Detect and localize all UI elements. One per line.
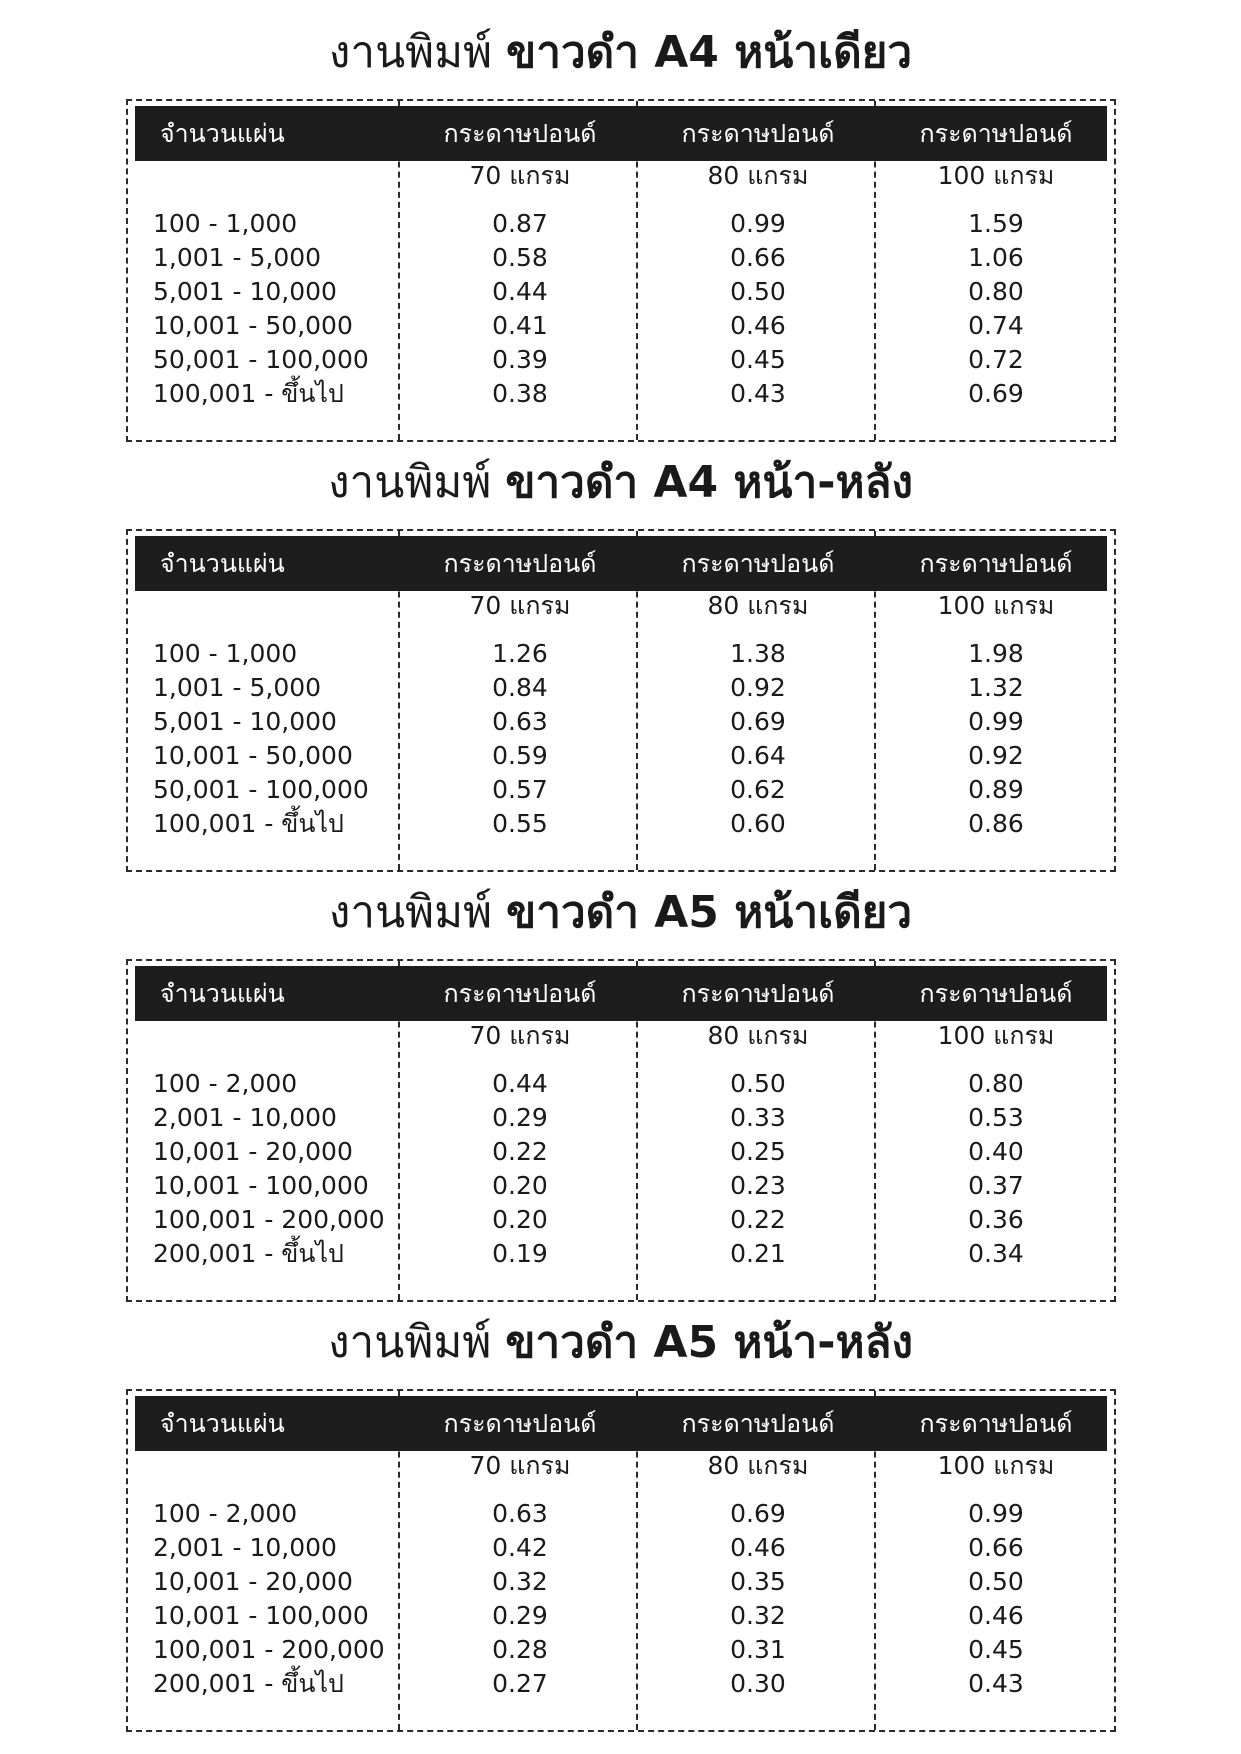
quantity-range: 200,001 - ขึ้นไป bbox=[153, 1669, 344, 1698]
weight-label: 100 แกรม bbox=[937, 1021, 1055, 1050]
price-80gsm: 0.69 bbox=[730, 1499, 786, 1528]
table-row bbox=[128, 705, 1114, 739]
price-table bbox=[126, 1389, 1116, 1732]
quantity-range: 10,001 - 100,000 bbox=[153, 1171, 369, 1200]
price-80gsm: 0.35 bbox=[730, 1567, 786, 1596]
quantity-range: 100 - 1,000 bbox=[153, 639, 298, 668]
price-table bbox=[126, 959, 1116, 1302]
header-paper-label: กระดาษปอนด์ bbox=[443, 1409, 597, 1438]
price-70gsm: 0.27 bbox=[492, 1669, 548, 1698]
quantity-range: 100 - 2,000 bbox=[153, 1499, 298, 1528]
table-row bbox=[128, 773, 1114, 807]
price-80gsm: 0.32 bbox=[730, 1601, 786, 1630]
table-body bbox=[128, 207, 1114, 411]
quantity-range: 10,001 - 20,000 bbox=[153, 1567, 353, 1596]
header-qty-label: จำนวนแผ่น bbox=[160, 1409, 285, 1438]
weight-label: 100 แกรม bbox=[937, 591, 1055, 620]
quantity-range: 100,001 - 200,000 bbox=[153, 1205, 385, 1234]
price-table bbox=[126, 529, 1116, 872]
price-80gsm: 0.62 bbox=[730, 775, 786, 804]
price-70gsm: 0.19 bbox=[492, 1239, 548, 1268]
weight-label: 100 แกรม bbox=[937, 1451, 1055, 1480]
price-80gsm: 0.23 bbox=[730, 1171, 786, 1200]
price-70gsm: 0.44 bbox=[492, 277, 548, 306]
table-header bbox=[135, 536, 1107, 591]
table-body bbox=[128, 1067, 1114, 1271]
quantity-range: 2,001 - 10,000 bbox=[153, 1533, 337, 1562]
header-paper-label: กระดาษปอนด์ bbox=[919, 119, 1073, 148]
price-80gsm: 0.33 bbox=[730, 1103, 786, 1132]
table-row bbox=[128, 1237, 1114, 1271]
title-prefix: งานพิมพ์ bbox=[328, 887, 493, 938]
section-title bbox=[0, 878, 1241, 948]
price-70gsm: 0.32 bbox=[492, 1567, 548, 1596]
price-100gsm: 0.34 bbox=[968, 1239, 1024, 1268]
price-70gsm: 0.55 bbox=[492, 809, 548, 838]
quantity-range: 10,001 - 50,000 bbox=[153, 741, 353, 770]
quantity-range: 50,001 - 100,000 bbox=[153, 345, 369, 374]
quantity-range: 200,001 - ขึ้นไป bbox=[153, 1239, 344, 1268]
table-body bbox=[128, 637, 1114, 841]
weight-label: 80 แกรม bbox=[707, 591, 809, 620]
quantity-range: 100,001 - ขึ้นไป bbox=[153, 809, 344, 838]
table-row bbox=[128, 1599, 1114, 1633]
price-80gsm: 0.25 bbox=[730, 1137, 786, 1166]
price-70gsm: 0.20 bbox=[492, 1205, 548, 1234]
table-row bbox=[128, 1633, 1114, 1667]
price-80gsm: 0.64 bbox=[730, 741, 786, 770]
price-70gsm: 1.26 bbox=[492, 639, 548, 668]
price-70gsm: 0.42 bbox=[492, 1533, 548, 1562]
price-70gsm: 0.84 bbox=[492, 673, 548, 702]
price-100gsm: 1.06 bbox=[968, 243, 1024, 272]
weight-label: 70 แกรม bbox=[469, 1451, 571, 1480]
header-paper-label: กระดาษปอนด์ bbox=[919, 549, 1073, 578]
table-body bbox=[128, 1497, 1114, 1701]
price-70gsm: 0.57 bbox=[492, 775, 548, 804]
price-100gsm: 1.32 bbox=[968, 673, 1024, 702]
table-header bbox=[135, 966, 1107, 1021]
table-row bbox=[128, 275, 1114, 309]
weight-label: 70 แกรม bbox=[469, 161, 571, 190]
price-100gsm: 0.99 bbox=[968, 1499, 1024, 1528]
table-row bbox=[128, 1667, 1114, 1701]
price-100gsm: 1.59 bbox=[968, 209, 1024, 238]
section-title bbox=[0, 1308, 1241, 1378]
table-row bbox=[128, 377, 1114, 411]
price-100gsm: 0.53 bbox=[968, 1103, 1024, 1132]
price-70gsm: 0.28 bbox=[492, 1635, 548, 1664]
price-70gsm: 0.39 bbox=[492, 345, 548, 374]
header-qty-label: จำนวนแผ่น bbox=[160, 549, 285, 578]
title-bold: ขาวดำ A4 หน้า-หลัง bbox=[505, 457, 913, 508]
price-section-a5-single-sided bbox=[0, 878, 1241, 1308]
quantity-range: 50,001 - 100,000 bbox=[153, 775, 369, 804]
price-70gsm: 0.59 bbox=[492, 741, 548, 770]
price-70gsm: 0.22 bbox=[492, 1137, 548, 1166]
price-section-a4-single-sided bbox=[0, 18, 1241, 448]
price-100gsm: 0.66 bbox=[968, 1533, 1024, 1562]
table-header bbox=[135, 106, 1107, 161]
price-80gsm: 0.50 bbox=[730, 277, 786, 306]
header-paper-label: กระดาษปอนด์ bbox=[919, 1409, 1073, 1438]
table-row bbox=[128, 1101, 1114, 1135]
table-row bbox=[128, 1067, 1114, 1101]
quantity-range: 100 - 2,000 bbox=[153, 1069, 298, 1098]
price-100gsm: 0.69 bbox=[968, 379, 1024, 408]
quantity-range: 10,001 - 50,000 bbox=[153, 311, 353, 340]
header-qty-label: จำนวนแผ่น bbox=[160, 119, 285, 148]
header-paper-label: กระดาษปอนด์ bbox=[443, 979, 597, 1008]
header-paper-label: กระดาษปอนด์ bbox=[919, 979, 1073, 1008]
price-100gsm: 0.92 bbox=[968, 741, 1024, 770]
header-paper-label: กระดาษปอนด์ bbox=[681, 1409, 835, 1438]
title-bold: ขาวดำ A5 หน้าเดียว bbox=[506, 887, 913, 938]
price-70gsm: 0.20 bbox=[492, 1171, 548, 1200]
price-100gsm: 0.46 bbox=[968, 1601, 1024, 1630]
table-row bbox=[128, 1531, 1114, 1565]
title-bold: ขาวดำ A4 หน้าเดียว bbox=[506, 27, 913, 78]
table-header bbox=[135, 1396, 1107, 1451]
price-80gsm: 0.21 bbox=[730, 1239, 786, 1268]
price-80gsm: 0.22 bbox=[730, 1205, 786, 1234]
price-70gsm: 0.29 bbox=[492, 1103, 548, 1132]
quantity-range: 100 - 1,000 bbox=[153, 209, 298, 238]
table-row bbox=[128, 207, 1114, 241]
title-bold: ขาวดำ A5 หน้า-หลัง bbox=[505, 1317, 913, 1368]
price-section-a4-double-sided bbox=[0, 448, 1241, 878]
price-100gsm: 0.74 bbox=[968, 311, 1024, 340]
header-paper-label: กระดาษปอนด์ bbox=[443, 549, 597, 578]
price-70gsm: 0.63 bbox=[492, 707, 548, 736]
price-80gsm: 0.43 bbox=[730, 379, 786, 408]
table-row bbox=[128, 1169, 1114, 1203]
table-row bbox=[128, 1497, 1114, 1531]
weight-label: 70 แกรม bbox=[469, 1021, 571, 1050]
price-100gsm: 0.36 bbox=[968, 1205, 1024, 1234]
price-100gsm: 0.40 bbox=[968, 1137, 1024, 1166]
price-section-a5-double-sided bbox=[0, 1308, 1241, 1738]
table-row bbox=[128, 1565, 1114, 1599]
price-80gsm: 0.30 bbox=[730, 1669, 786, 1698]
quantity-range: 1,001 - 5,000 bbox=[153, 673, 322, 702]
price-80gsm: 0.60 bbox=[730, 809, 786, 838]
price-100gsm: 0.80 bbox=[968, 1069, 1024, 1098]
price-100gsm: 0.86 bbox=[968, 809, 1024, 838]
weight-label: 80 แกรม bbox=[707, 1021, 809, 1050]
price-80gsm: 0.46 bbox=[730, 311, 786, 340]
price-70gsm: 0.58 bbox=[492, 243, 548, 272]
table-row bbox=[128, 1203, 1114, 1237]
price-80gsm: 0.50 bbox=[730, 1069, 786, 1098]
price-table bbox=[126, 99, 1116, 442]
price-100gsm: 0.89 bbox=[968, 775, 1024, 804]
quantity-range: 10,001 - 20,000 bbox=[153, 1137, 353, 1166]
title-prefix: งานพิมพ์ bbox=[328, 457, 492, 508]
weight-label: 80 แกรม bbox=[707, 161, 809, 190]
header-paper-label: กระดาษปอนด์ bbox=[681, 979, 835, 1008]
quantity-range: 5,001 - 10,000 bbox=[153, 277, 337, 306]
title-prefix: งานพิมพ์ bbox=[328, 1317, 492, 1368]
price-80gsm: 1.38 bbox=[730, 639, 786, 668]
price-80gsm: 0.69 bbox=[730, 707, 786, 736]
header-paper-label: กระดาษปอนด์ bbox=[681, 549, 835, 578]
header-paper-label: กระดาษปอนด์ bbox=[681, 119, 835, 148]
price-70gsm: 0.29 bbox=[492, 1601, 548, 1630]
weight-label: 70 แกรม bbox=[469, 591, 571, 620]
header-qty-label: จำนวนแผ่น bbox=[160, 979, 285, 1008]
header-paper-label: กระดาษปอนด์ bbox=[443, 119, 597, 148]
table-row bbox=[128, 807, 1114, 841]
quantity-range: 100,001 - ขึ้นไป bbox=[153, 379, 344, 408]
table-row bbox=[128, 309, 1114, 343]
section-title bbox=[0, 448, 1241, 518]
table-row bbox=[128, 739, 1114, 773]
price-100gsm: 0.80 bbox=[968, 277, 1024, 306]
table-row bbox=[128, 671, 1114, 705]
price-100gsm: 0.50 bbox=[968, 1567, 1024, 1596]
table-row bbox=[128, 1135, 1114, 1169]
price-70gsm: 0.63 bbox=[492, 1499, 548, 1528]
table-row bbox=[128, 343, 1114, 377]
price-70gsm: 0.38 bbox=[492, 379, 548, 408]
price-70gsm: 0.87 bbox=[492, 209, 548, 238]
price-80gsm: 0.46 bbox=[730, 1533, 786, 1562]
section-title bbox=[0, 18, 1241, 88]
quantity-range: 1,001 - 5,000 bbox=[153, 243, 322, 272]
price-100gsm: 0.72 bbox=[968, 345, 1024, 374]
price-100gsm: 0.45 bbox=[968, 1635, 1024, 1664]
title-prefix: งานพิมพ์ bbox=[328, 27, 493, 78]
table-row bbox=[128, 637, 1114, 671]
price-80gsm: 0.31 bbox=[730, 1635, 786, 1664]
weight-label: 80 แกรม bbox=[707, 1451, 809, 1480]
weight-label: 100 แกรม bbox=[937, 161, 1055, 190]
quantity-range: 5,001 - 10,000 bbox=[153, 707, 337, 736]
quantity-range: 2,001 - 10,000 bbox=[153, 1103, 337, 1132]
price-100gsm: 0.43 bbox=[968, 1669, 1024, 1698]
table-row bbox=[128, 241, 1114, 275]
price-70gsm: 0.41 bbox=[492, 311, 548, 340]
price-80gsm: 0.99 bbox=[730, 209, 786, 238]
quantity-range: 10,001 - 100,000 bbox=[153, 1601, 369, 1630]
price-70gsm: 0.44 bbox=[492, 1069, 548, 1098]
price-80gsm: 0.66 bbox=[730, 243, 786, 272]
price-100gsm: 0.99 bbox=[968, 707, 1024, 736]
price-100gsm: 1.98 bbox=[968, 639, 1024, 668]
price-100gsm: 0.37 bbox=[968, 1171, 1024, 1200]
quantity-range: 100,001 - 200,000 bbox=[153, 1635, 385, 1664]
price-80gsm: 0.92 bbox=[730, 673, 786, 702]
price-80gsm: 0.45 bbox=[730, 345, 786, 374]
